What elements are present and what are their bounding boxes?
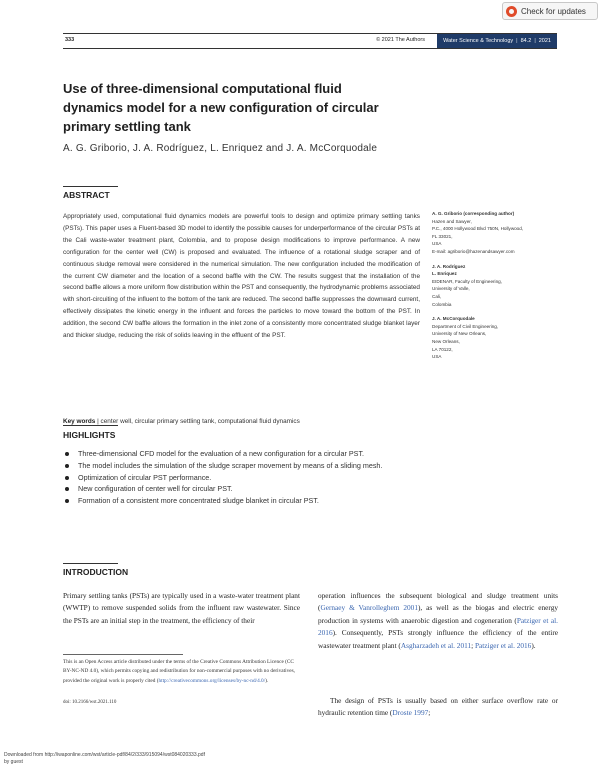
- affiliation-block: [432, 315, 562, 361]
- doi: doi: 10.2166/wst.2021.110: [63, 700, 117, 705]
- affiliation-block: [432, 210, 562, 256]
- separator: |: [534, 38, 536, 44]
- author-email[interactable]: E-mail: agriborio@hazenandsawyer.com: [432, 248, 515, 254]
- affiliation-line: USA: [432, 354, 442, 360]
- affiliation-line: A. G. Griborio (corresponding author): [432, 211, 515, 216]
- citation-link[interactable]: Droste 1997: [392, 708, 429, 718]
- highlights-heading: HIGHLIGHTS: [63, 430, 116, 440]
- license-link[interactable]: http://creativecommons.org/licenses/by-nc-nd/4.0/: [158, 677, 266, 684]
- affiliation-block: [432, 263, 562, 309]
- keywords: [63, 418, 423, 425]
- affiliation-line: University of Valle,: [432, 286, 470, 292]
- section-rule: [63, 425, 118, 426]
- affiliation-line: L. Enriquez: [432, 271, 457, 277]
- introduction-right-paragraph-2: The design of PSTs is usually based on either surface overflow rate or hydraulic retention time (Droste 1997;: [318, 696, 558, 718]
- highlight-item: The model includes the simulation of the sludge scraper movement by means of a sliding mesh.: [63, 460, 423, 472]
- citation-link[interactable]: Gernaey & Vanrolleghem 2001: [320, 603, 418, 613]
- affiliation-line: Cali,: [432, 293, 442, 299]
- affiliation-line: USA: [432, 241, 442, 247]
- introduction-right-paragraph: operation influences the subsequent biological and sludge treatment units (Gernaey & Vanrolleghem 2001), as well as the biogas and electric energy production in systems with anaerobic digestion and cogeneration (Patziger et al. 2016). Consequently, PSTs strongly influence the efficiency of the entire wastewater treatment plant (Asgharzadeh et al. 2011; Patziger et al. 2016).: [318, 591, 558, 650]
- highlight-item: Three-dimensional CFD model for the evaluation of a new configuration for a circular PST.: [63, 448, 423, 460]
- affiliation-line: J. A. McCorquodale: [432, 316, 475, 322]
- highlight-item: Optimization of circular PST performance.: [63, 472, 423, 484]
- crossmark-icon: [506, 6, 517, 17]
- introduction-heading: INTRODUCTION: [63, 567, 129, 577]
- affiliations-sidebar: [432, 210, 562, 368]
- check-for-updates-label: Check for updates: [521, 6, 586, 16]
- introduction-left-paragraph: Primary settling tanks (PSTs) are typically used in a waste-water treatment plant (WWTP) to remove suspended solids from the influent raw wastewater. Since the PSTs are an initial step in the treatment, the efficiency of their: [63, 591, 300, 625]
- affiliation-line: LA 70122,: [432, 346, 453, 352]
- footnote-rule: [63, 654, 183, 655]
- journal-volume: 84.2: [520, 38, 532, 44]
- section-rule: [63, 563, 118, 564]
- affiliation-line: EIDENAR, Faculty of Engineering,: [432, 278, 502, 284]
- affiliation-line: P.C., 4000 Hollywood Blvd 750N, Hollywood,: [432, 226, 524, 232]
- affiliation-line: New Orleans,: [432, 338, 460, 344]
- affiliation-line: J. A. Rodríguez: [432, 263, 466, 269]
- affiliation-line: Hazen and Sawyer,: [432, 218, 472, 224]
- citation-link[interactable]: Patziger et al. 2016: [474, 640, 532, 650]
- abstract-text: Appropriately used, computational fluid dynamics models are powerful tools to design and optimize primary settling tanks (PSTs). This paper uses a Fluent-based 3D model to identify the possible causes for underperformance of the circular PSTs at the Cali waste-water treatment plant, Colombia, and to propose design modifications to improve performance. A new configuration for the center well (CW) is proposed and evaluated. The influence of a rotational sludge scraper and of continuous sludge removal were considered in the numerical simulation. The new configuration included the modification of the current CW diameter and the location of a second baffle with the CW. The results suggest that the installation of the second baffle allows a more uniform flow distribution within the PST and consequently, the hydrodynamic problems associated with short-circuiting of the influent to the bottom of the tank are reduced. The second baffle suppresses the downward current, effectively dissipates the kinetic energy in the influent and forces the particles to move toward the bottom of the PST. In addition, the second CW baffle allows the formation in the inlet zone of a consistently more concentrated sludge blanket layer and thicker sludge, reducing the risk of solids leaving in the effluent of the PST.: [63, 213, 420, 340]
- abstract-heading: ABSTRACT: [63, 190, 110, 200]
- highlight-item: New configuration of center well for circular PST.: [63, 483, 423, 495]
- license-notice: This is an Open Access article distributed under the terms of the Creative Commons Attribution Licence (CC BY-NC-ND 4.0), which permits copying and redistribution for non-commercial purposes with no derivatives, provided the original work is properly cited (http://creativecommons.org/licenses/by-nc-nd/4.0/).: [63, 659, 295, 684]
- affiliation-line: Department of Civil Engineering,: [432, 323, 499, 329]
- keywords-list: center well, circular primary settling tank, computational fluid dynamics: [100, 418, 300, 425]
- journal-year: 2021: [538, 38, 551, 44]
- journal-header: [63, 33, 557, 49]
- page-number: 333: [65, 37, 75, 43]
- keywords-label: Key words: [63, 418, 96, 425]
- article-title: Use of three-dimensional computational fluid dynamics model for a new configuration of circular primary settling tank: [63, 81, 379, 134]
- section-rule: [63, 186, 118, 187]
- highlight-item: Formation of a consistent more concentrated sludge blanket in circular PST.: [63, 495, 423, 507]
- citation-link[interactable]: Asgharzadeh et al. 2011: [400, 640, 472, 650]
- affiliation-line: University of New Orleans,: [432, 331, 487, 337]
- journal-name: Water Science & Technology: [443, 38, 514, 44]
- separator: |: [516, 38, 518, 44]
- author-list: A. G. Griborio, J. A. Rodríguez, L. Enriquez and J. A. McCorquodale: [63, 143, 378, 154]
- journal-info-box: [437, 34, 557, 48]
- download-footer: [4, 752, 205, 766]
- affiliation-line: FL 33021,: [432, 233, 453, 239]
- citation-link[interactable]: Patziger et al. 2016: [318, 615, 558, 638]
- keywords-divider: |: [97, 418, 101, 425]
- affiliation-line: Colombia: [432, 301, 452, 307]
- copyright-notice: © 2021 The Authors: [376, 37, 425, 43]
- check-for-updates-badge[interactable]: [502, 2, 598, 20]
- highlights-list: [63, 448, 423, 507]
- download-user: by guest: [4, 759, 23, 765]
- download-source: Downloaded from http://iwaponline.com/wst/article-pdf/84/2/333/915094/wst084020333.pdf: [4, 752, 205, 758]
